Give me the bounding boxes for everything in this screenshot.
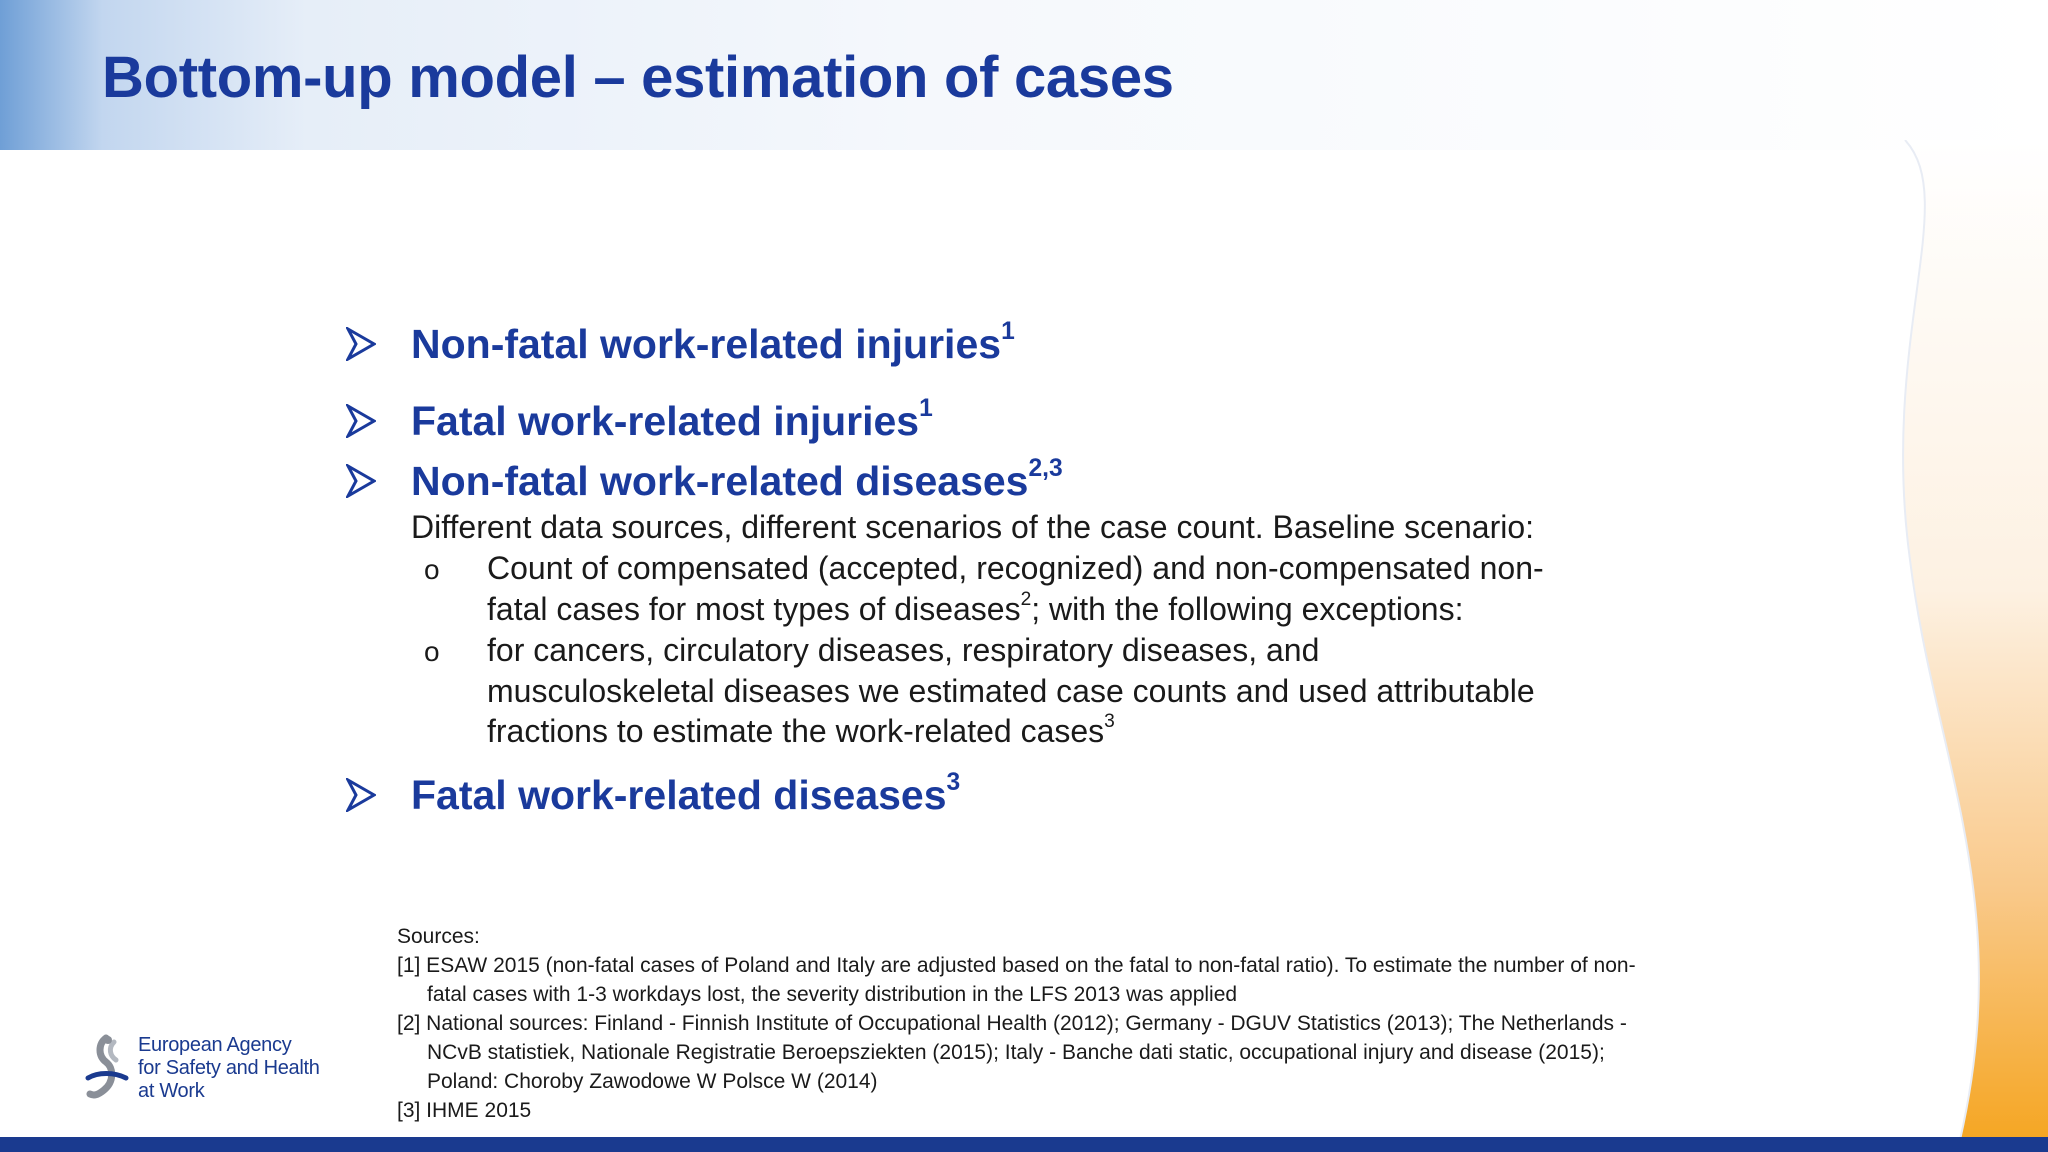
diseases-intro: Different data sources, different scenarios of the case count. Baseline scenario: [411,509,1535,545]
bullet-item [346,314,1015,374]
eu-osha-logo [84,1034,324,1106]
bullet-text: Fatal work-related diseases$^3$ [411,769,961,818]
bullet-text: Fatal work-related injuries$^1$ [411,395,933,444]
bullet-item [346,765,961,825]
source-line: Poland: Choroby Zawodowe W Polsce W (2014) [427,1070,878,1093]
source-line: [1] ESAW 2015 (non-fatal cases of Poland and Italy are adjusted based on the fatal to non-fatal ratio). To estimate the number of non- [397,954,1636,977]
sub-bullet-icon: o [424,636,440,667]
sub-bullet-text: for cancers, circulatory diseases, respiratory diseases, and [487,632,1320,668]
sub-bullet-text: musculoskeletal diseases we estimated case counts and used attributable [487,673,1535,709]
bullet-item [346,451,1063,511]
sources-heading: Sources: [397,925,480,948]
bottom-bar [0,1137,2048,1152]
decorative-wave [1560,140,2048,1140]
source-line: [2] National sources: Finland - Finnish Institute of Occupational Health (2012); Germany - DGUV Statistics (2013); The Netherlands - [397,1012,1627,1035]
bullet-text: Non-fatal work-related injuries$^1$ [411,318,1015,367]
source-line: fatal cases with 1-3 workdays lost, the severity distribution in the LFS 2013 was applied [427,983,1238,1006]
page-title: Bottom-up model – estimation of cases [102,45,1174,110]
source-line: [3] IHME 2015 [397,1099,532,1122]
arrowhead-bullet-icon [346,778,376,812]
sub-bullet-text: fatal cases for most types of diseases$^2$; with the following exceptions: [487,589,1464,627]
bullet-text: Non-fatal work-related diseases$^{2,3}$ [411,455,1063,504]
logo-text: European Agency for Safety and Health at Work [138,1034,320,1102]
sub-bullet-text: Count of compensated (accepted, recognized) and non-compensated non- [487,550,1544,586]
sub-bullet-text: fractions to estimate the work-related cases$^3$ [487,711,1115,749]
arrowhead-bullet-icon [346,404,376,438]
sub-bullet-icon: o [424,554,440,585]
source-line: NCvB statistiek, Nationale Registratie Beroepsziekten (2015); Italy - Banche dati static, occupational injury and disease (2015); [427,1041,1605,1064]
arrowhead-bullet-icon [346,464,376,498]
arrowhead-bullet-icon [346,327,376,361]
bullet-item [346,391,933,451]
eu-osha-logo-icon [84,1034,132,1104]
